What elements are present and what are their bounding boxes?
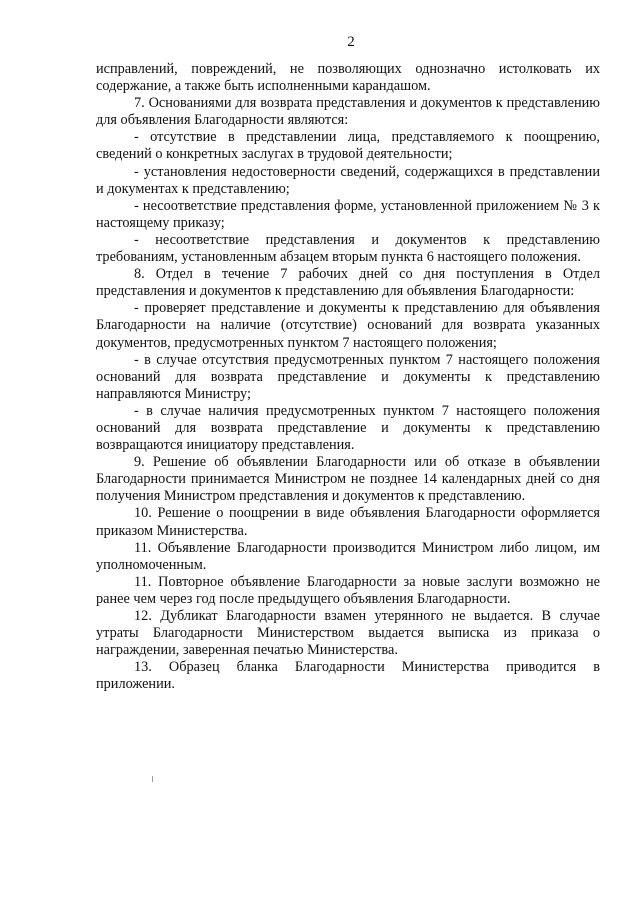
paragraph-8-bullet-1: - проверяет представление и документы к представлению для объявления Благодарности на наличие (отсутствие) оснований для возврата указанных документов, предусмотренных пунктом 7 настоящего положения; <box>96 300 600 351</box>
paragraph-item-11: 11. Объявление Благодарности производится Министром либо лицом, им уполномоченным. <box>96 539 600 573</box>
paragraph-item-10: 10. Решение о поощрении в виде объявления Благодарности оформляется приказом Министерства. <box>96 505 600 539</box>
paragraph-item-8: 8. Отдел в течение 7 рабочих дней со дня поступления в Отдел представления и документов к представлению для объявления Благодарности: <box>96 266 600 300</box>
paragraph-7-bullet-2: - установления недостоверности сведений, содержащихся в представлении и документах к представлению; <box>96 163 600 197</box>
paragraph-item-9: 9. Решение об объявлении Благодарности или об отказе в объявлении Благодарности принимается Министром не позднее 14 календарных дней со дня получения Министром представления и документов к представлению. <box>96 454 600 505</box>
paragraph-8-bullet-3: - в случае наличия предусмотренных пунктом 7 настоящего положения оснований для возврата представление и документы к представлению возвращаются инициатору представления. <box>96 402 600 454</box>
page-number: 2 <box>347 34 355 50</box>
paragraph-item-12: 12. Дубликат Благодарности взамен утерянного не выдается. В случае утраты Благодарности Министерством выдается выписка из приказа о награждении, заверенная печатью Министерства. <box>96 608 600 659</box>
scan-speck <box>152 776 153 782</box>
paragraph-7-bullet-4: - несоответствие представления и документов к представлению требованиям, установленным абзацем вторым пункта 6 настоящего положения. <box>96 231 600 266</box>
paragraph-item-13: 13. Образец бланка Благодарности Министерства приводится в приложении. <box>96 659 600 693</box>
paragraph-continuation: исправлений, повреждений, не позволяющих однозначно истолковать их содержание, а также быть исполненными карандашом. <box>96 61 600 95</box>
paragraph-item-7: 7. Основаниями для возврата представления и документов к представлению для объявления Благодарности являются: <box>96 95 600 129</box>
paragraph-item-11-repeat: 11. Повторное объявление Благодарности за новые заслуги возможно не ранее чем через год после предыдущего объявления Благодарности. <box>96 573 600 607</box>
paragraph-7-bullet-3: - несоответствие представления форме, установленной приложением № 3 к настоящему приказу; <box>96 197 600 231</box>
paragraph-7-bullet-1: - отсутствие в представлении лица, представляемого к поощрению, сведений о конкретных заслугах в трудовой деятельности; <box>96 129 600 163</box>
paragraph-8-bullet-2: - в случае отсутствия предусмотренных пунктом 7 настоящего положения оснований для возврата представление и документы к представлению направляются Министру; <box>96 351 600 402</box>
